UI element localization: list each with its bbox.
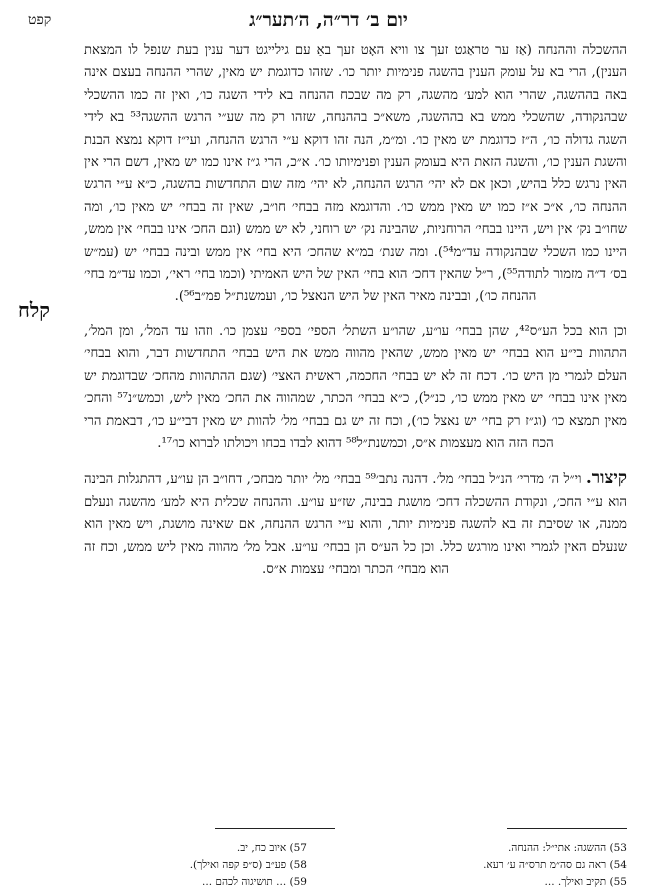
main-text [84,40,627,593]
footnote-59: 59) ... תושיגוה לכהם ... [202,876,307,888]
margin-section-number: קלח [18,298,50,322]
footnotes-right-column [397,840,627,891]
page-number-label: קפט [28,11,52,28]
footnote-57: 57) איוב כח, יב. [236,842,307,854]
footnote-58: 58) פע״ב (ס״פ קפה ואילך). [189,859,307,871]
paragraph-2: וכן הוא בכל הע״ס⁴², שהן בבחי׳ עו״ע, שהו״ע השתל׳ הספי׳ בספי׳ עצמן כו׳. וזהו עד המל׳, ומן המל׳, התהוות בי״ע הוא בבחי׳ יש מאין ממש, שהאין מהווה ממש את היש בבחי׳ התחדשות דבר, והוא בבחי׳ העלם לגמרי מן היש כו׳. דכח זה לא יש בבחי׳ החכמה, ראשית האצי׳ (שגם ההתהוות מהחכ׳ שבדוגמת יש מאין אינו בבחי׳ יש מאין ממש כו׳, כנ״ל), כ״א בבחי׳ הכתר, שמהווה את החכ׳ מאין ליש, וכמש״נ⁵⁷ והחכ׳ מאין תמצא כו׳ (וג״ז רק בחי׳ יש נאצל כו׳), וכח זה יש גם בבחי׳ מל׳ להוות יש מאין דבי״ע כו׳, דבאמת הרי הכח הזה הוא מעצמות א״ס, וכמשנת״ל⁵⁸ דהוא לבדו בכחו ויכולתו לברוא כו׳¹⁷. [84,323,627,451]
footnote-53: 53) ההשגה: אתי״ל: ההנחה. [507,842,627,854]
page-title: יום ב׳ דר״ה, ה׳תער״ג [249,8,408,31]
footnote-55: 55) תקיב ואילך. ... [544,876,627,888]
footnote-54: 54) ראה גם סה״מ תרס״ה ע׳ רעא. [483,859,627,871]
kitzur-text: וי״ל ה׳ מדרי׳ הנ״ל בבחי׳ מל׳. דהנה נתב׳⁵⁹ בבחי׳ מל׳ יותר מבחכ׳, דחו״ב הן עו״ע, דהתגלות הבינה הוא ע״י החכ׳, ונקודת ההשכלה דחכ׳ מושגת בבינה, שז״ע עו״ע. וההנחה שכלית היא למע׳ מהשגה ונעלם ממנה, או שסיבת זה בא להשגה פנימיות יותר, והוא ע״י הרגש ההנחה, אם שאינה מושגת, ויש מאין הוא שנעלם האין לגמרי ואינו מורגש כלל. וכן כל הע״ס הן בבחי׳ עו״ע. אבל מל׳ מהווה מאין ליש ממש, וכח זה הוא מבחי׳ הכתר ומבחי׳ עצמות א״ס. [84,472,627,577]
footnote-divider-right [507,828,627,829]
kitzur-paragraph [84,467,627,581]
page-header [28,8,629,32]
footnotes-left-column [147,840,307,891]
paragraph-1: ההשכלה וההנחה (אַז ער טראַגט זעך צו וויא האָט זעך באַ עם גילייגט דער ענין בעת שנפל לו המצאת הענין), הרי בא על עומק הענין בהשגה פנימיות יותר כו׳. שזהו כדוגמת יש מאין, שהרי ההנחה בעצם אינה באה בההשגה, שהרי הוא למע׳ מהשגה, רק מה שבכח ההנחה בא לידי השגה כו׳, ואין זה כמו ההשכלי שבהנקודה, שהשכלי ממש בא בההשגה, משא״כ בההנחה, שזהו רק מה שע״י הרגש ההשגה⁵³ בא לידי השגה גדולה כו׳, ה״ז כדוגמת יש מאין כו׳. ומ״מ, הנה זהו דוקא ע״י הרגש ההנחה, ועי״ז דוקא נמצא הבנת והשגת הענין כו׳, והשגה הזאת היא בעומק הענין ופנימיותו כו׳. א״כ, הרי ג״ז אינו כמו יש מאין, דשם הרי אין האין נרגש כלל בהיש, וכאן אם לא יהי׳ הרגש ההנחה, לא יהי׳ מזה שום התחדשות בהשגה, כ״א ע״י הרגש ההנחה כו׳, א״כ א״ז כמו יש מאין ממש כו׳. והדוגמא מזה בבחי׳ חו״ב, שאין זה בבחי׳ יש מאין כו׳, ומה שחו״ב נק׳ אין ויש, היינו בבחי׳ הרוחניות, שהבינה נק׳ יש רוחני, לא יש ממש (וגם החכ׳ אינו בבחי׳ אין ממש, היינו כמו השכלי שבהנקודה עד״מ⁵⁴). ומה שנת׳ במ״א שהחכ׳ היא בחי׳ אין ממש ובינה בבחי׳ יש (עמ״ש בס׳ ד״ה מזמור לתודה⁵⁵), ר״ל שהאין דחכ׳ הוא בחי׳ האין של היש האמיתי (וכמו בחי׳ ראי׳, וכמו עד״מ בחי׳ ההנחה כו׳), ובבינה מאיר האין של היש הנאצל כו׳, ועמשנת״ל פמ״ב⁵⁶). [84,43,627,305]
footnote-divider-left [215,828,335,829]
kitzur-heading: קיצור. [585,468,627,489]
